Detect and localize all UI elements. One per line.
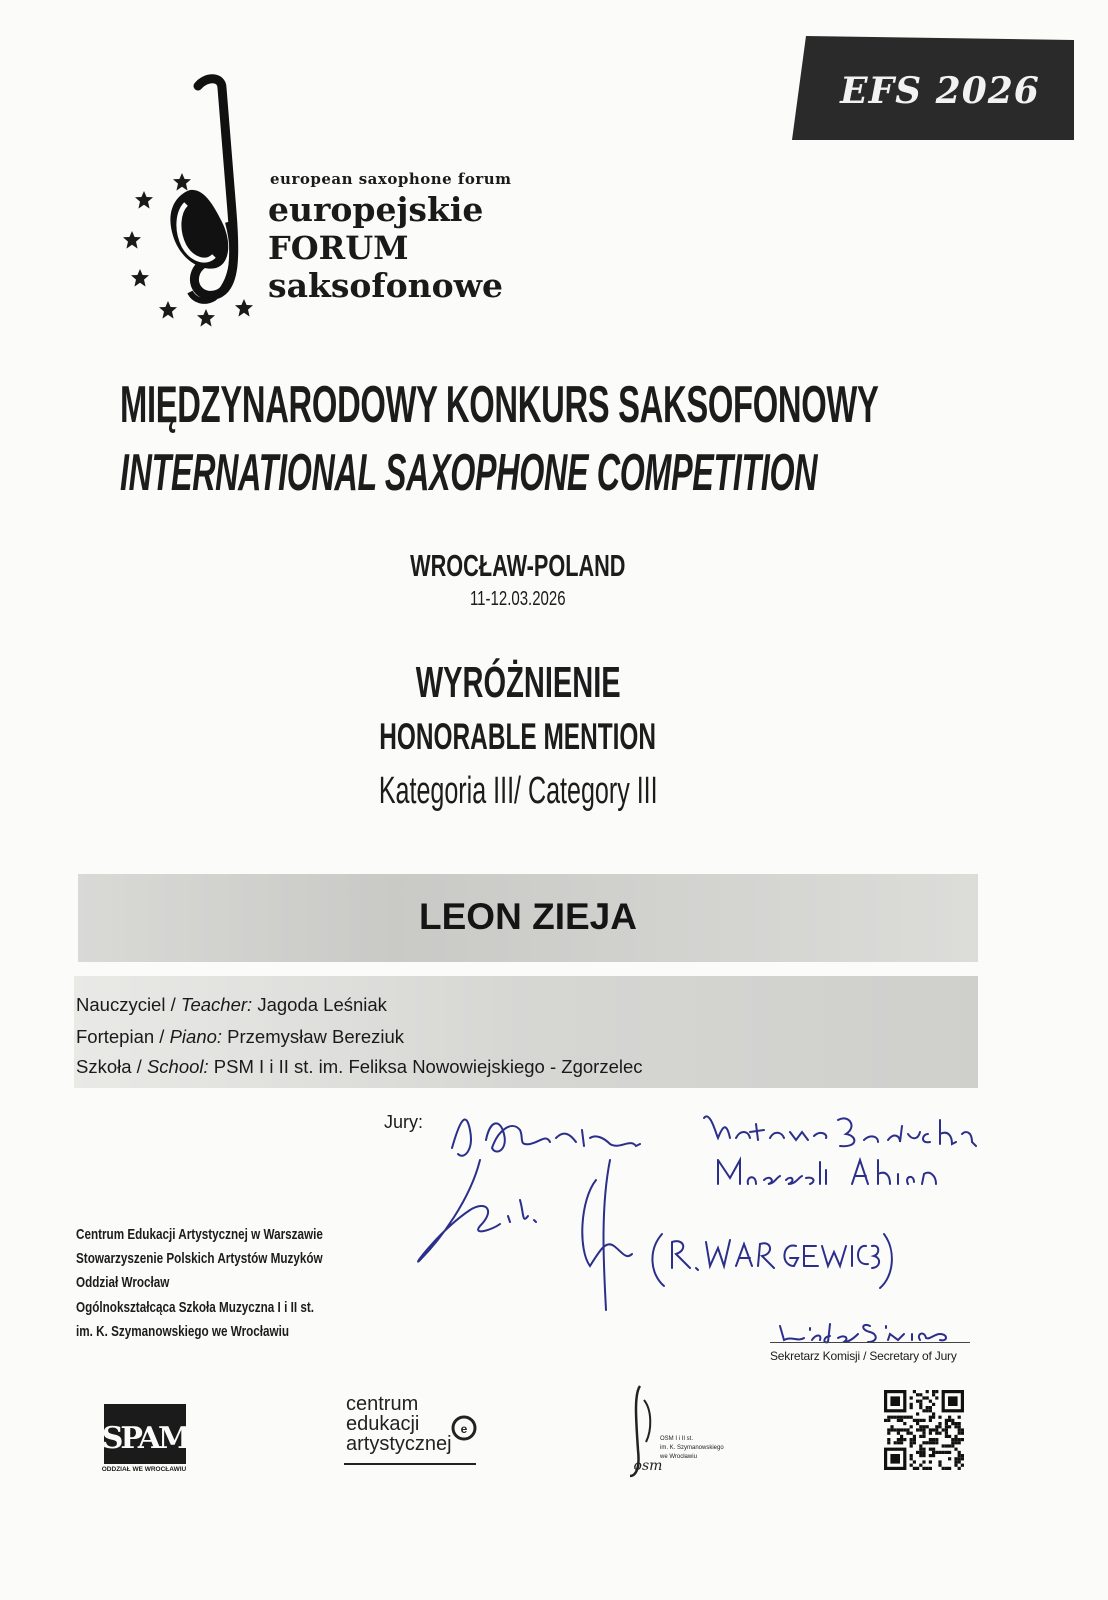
award-title-pl-text: WYRÓŻNIENIE (415, 658, 621, 707)
competition-title-en: INTERNATIONAL SAXOPHONE COMPETITION (120, 444, 818, 502)
signature-4 (652, 1234, 891, 1288)
event-city (0, 548, 1036, 584)
qr-code-icon[interactable] (884, 1390, 964, 1470)
organizer-5: im. K. Szymanowskiego we Wrocławiu (76, 1323, 290, 1340)
logo-line-2: FORUM (268, 229, 409, 267)
svg-text:e: e (460, 1422, 468, 1436)
logo-line-1: europejskie (268, 190, 484, 229)
signature-3 (582, 1160, 632, 1310)
saxophone-logo-icon (110, 72, 280, 352)
teacher-line (76, 994, 387, 1016)
teacher-name: Jagoda Leśniak (252, 994, 387, 1015)
organizer-2: Stowarzyszenie Polskich Artystów Muzyków (76, 1250, 323, 1267)
cea-word-2: edukacji (346, 1413, 420, 1435)
school-line (76, 1056, 643, 1078)
organizer-4: Ogólnokształcąca Szkoła Muzyczna I i II st. (76, 1299, 314, 1316)
piano-label-pl: Fortepian / (76, 1026, 170, 1047)
osm-text-3: we Wrocławiu (660, 1454, 697, 1460)
osm-text-2: im. K. Szymanowskiego (660, 1445, 724, 1451)
svg-text:SPAM: SPAM (101, 1421, 189, 1456)
svg-text:osm: osm (633, 1458, 663, 1474)
signature-7 (780, 1324, 946, 1342)
signature-2 (418, 1160, 536, 1262)
osm-text-1: OSM I i II st. (660, 1436, 694, 1442)
piano-label-en: Piano: (169, 1026, 223, 1047)
award-title-en-text: HONORABLE MENTION (379, 716, 657, 757)
teacher-label-en: Teacher: (180, 994, 253, 1015)
competition-title-pl: MIĘDZYNARODOWY KONKURS SAKSOFONOWY (120, 376, 879, 434)
osm-logo-icon (618, 1380, 758, 1480)
teacher-label-pl: Nauczyciel / (76, 994, 181, 1015)
school-label-en: School: (146, 1056, 209, 1077)
logo-subtitle: european saxophone forum (270, 170, 512, 188)
event-city-text: WROCŁAW-POLAND (410, 548, 626, 583)
cea-word-3: artystycznej (346, 1433, 452, 1455)
secretary-signature-line (770, 1342, 970, 1343)
jury-signatures (400, 1090, 1020, 1350)
award-title-pl (0, 658, 1036, 708)
laureate-name: LEON ZIEJA (419, 896, 637, 937)
spam-logo-caption: ODDZIAŁ WE WROCŁAWIU (101, 1466, 187, 1473)
signature-6 (718, 1160, 936, 1184)
pianist-name: Przemysław Bereziuk (222, 1026, 405, 1047)
secretary-caption: Sekretarz Komisji / Secretary of Jury (770, 1349, 957, 1363)
event-dates (0, 588, 1036, 611)
cea-word-1: centrum (346, 1393, 419, 1415)
jury-label: Jury: (384, 1112, 424, 1132)
efs-badge-text: EFS 2026 (840, 70, 1040, 112)
organizer-1: Centrum Edukacji Artystycznej w Warszawie (76, 1226, 323, 1243)
award-title-en (0, 716, 1036, 758)
award-category (0, 770, 1036, 813)
school-name: PSM I i II st. im. Feliksa Nowowiejskiego - Zgorzelec (208, 1056, 643, 1077)
signature-1 (452, 1120, 640, 1156)
piano-line (76, 1026, 404, 1048)
award-category-text: Kategoria III/ Category III (378, 770, 658, 812)
logo-line-3: saksofonowe (268, 266, 504, 305)
school-label-pl: Szkoła / (76, 1056, 147, 1077)
signature-5 (704, 1116, 976, 1146)
organizer-3: Oddział Wrocław (76, 1274, 170, 1291)
event-dates-text: 11-12.03.2026 (470, 588, 566, 610)
